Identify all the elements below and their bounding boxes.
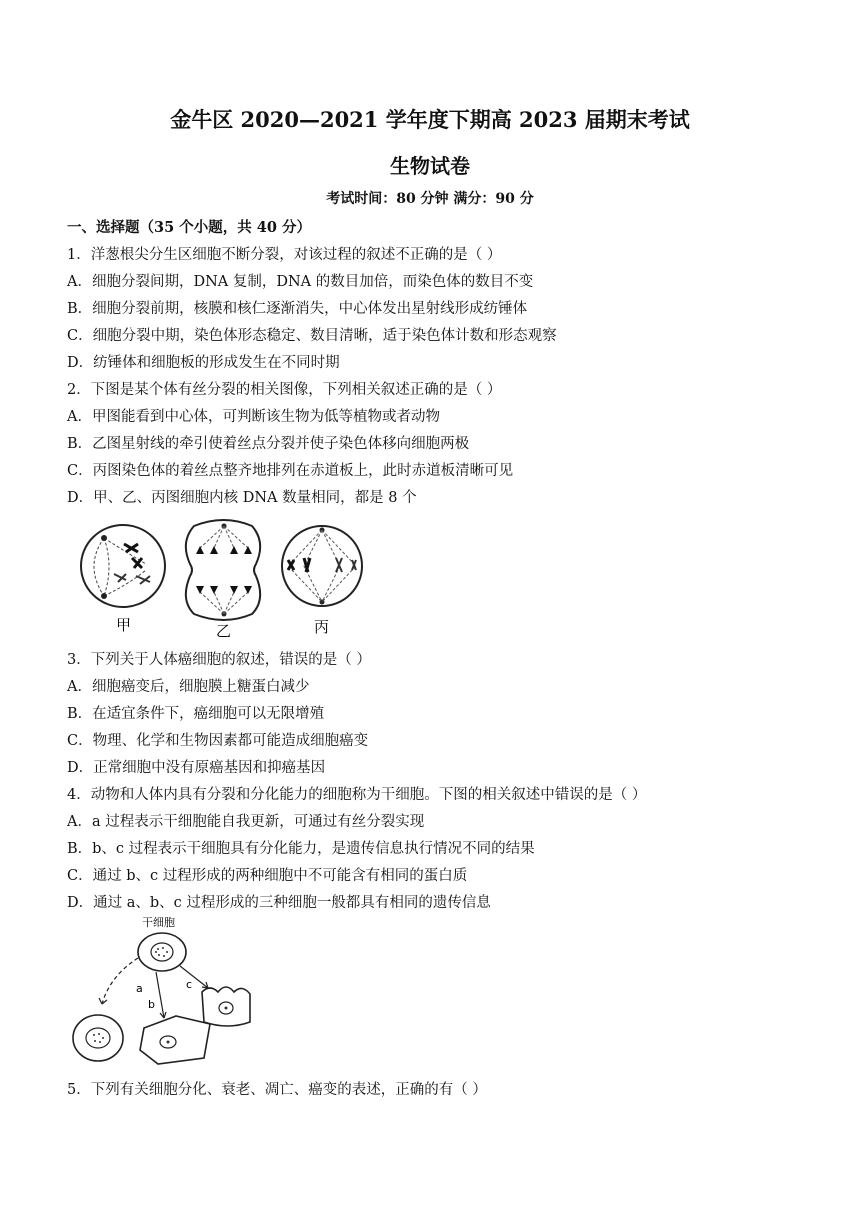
q1-option-c: C．细胞分裂中期，染色体形态稳定、数目清晰，适于染色体计数和形态观察 — [67, 328, 557, 344]
q3-option-a: A．细胞癌变后，细胞膜上糖蛋白减少 — [67, 679, 310, 695]
q3-option-c: C．物理、化学和生物因素都可能造成细胞癌变 — [67, 733, 369, 749]
q1-stem: 1．洋葱根尖分生区细胞不断分裂，对该过程的叙述不正确的是（ ） — [67, 247, 502, 263]
label-yi: 乙 — [216, 622, 232, 639]
q4-stem: 4．动物和人体内具有分裂和分化能力的细胞称为干细胞。下图的相关叙述中错误的是（ ） — [67, 787, 647, 803]
stem-cell-figure — [68, 912, 268, 1072]
subject-title: 生物试卷 — [390, 154, 470, 178]
q4-option-d: D．通过 a、b、c 过程形成的三种细胞一般都具有相同的遗传信息 — [67, 895, 491, 911]
section-heading: 一、选择题（35 个小题，共 40 分） — [67, 219, 311, 236]
q2-option-c: C．丙图染色体的着丝点整齐地排列在赤道板上，此时赤道板清晰可见 — [67, 463, 514, 479]
q2-option-a: A．甲图能看到中心体，可判断该生物为低等植物或者动物 — [67, 409, 440, 425]
cell-yi-diagram — [186, 520, 260, 639]
q3-stem: 3．下列关于人体癌细胞的叙述，错误的是（ ） — [67, 652, 371, 668]
exam-info: 考试时间：80 分钟 满分：90 分 — [326, 191, 534, 207]
q2-stem: 2．下图是某个体有丝分裂的相关图像，下列相关叙述正确的是（ ） — [67, 382, 502, 398]
q3-option-b: B．在适宜条件下，癌细胞可以无限增殖 — [67, 706, 325, 722]
q5-stem: 5．下列有关细胞分化、衰老、凋亡、癌变的表述，正确的有（ ） — [67, 1082, 487, 1098]
stem-cell-label: 干细胞 — [142, 916, 175, 929]
arrow-label-a: a — [136, 982, 143, 995]
exam-title: 金牛区 2020—2021 学年度下期高 2023 届期末考试 — [170, 107, 690, 132]
arrow-label-b: b — [148, 998, 155, 1011]
q4-option-a: A．a 过程表示干细胞能自我更新，可通过有丝分裂实现 — [67, 814, 425, 830]
mitosis-figure — [74, 514, 374, 639]
q1-option-d: D．纺锤体和细胞板的形成发生在不同时期 — [67, 355, 340, 371]
arrow-label-c: c — [186, 978, 193, 991]
q1-option-b: B．细胞分裂前期，核膜和核仁逐渐消失，中心体发出星射线形成纺锤体 — [67, 301, 528, 317]
q2-option-b: B．乙图星射线的牵引使着丝点分裂并使子染色体移向细胞两极 — [67, 436, 470, 452]
label-bing: 丙 — [314, 618, 330, 636]
q4-option-c: C．通过 b、c 过程形成的两种细胞中不可能含有相同的蛋白质 — [67, 868, 468, 884]
label-jia: 甲 — [116, 616, 132, 634]
q2-option-d: D．甲、乙、丙图细胞内核 DNA 数量相同，都是 8 个 — [67, 490, 417, 506]
cell-bing-diagram — [282, 526, 362, 636]
q1-option-a: A．细胞分裂间期，DNA 复制，DNA 的数目加倍，而染色体的数目不变 — [67, 274, 534, 290]
cell-jia-diagram — [81, 525, 165, 634]
q3-option-d: D．正常细胞中没有原癌基因和抑癌基因 — [67, 760, 326, 776]
q4-option-b: B．b、c 过程表示干细胞具有分化能力，是遗传信息执行情况不同的结果 — [67, 841, 535, 857]
